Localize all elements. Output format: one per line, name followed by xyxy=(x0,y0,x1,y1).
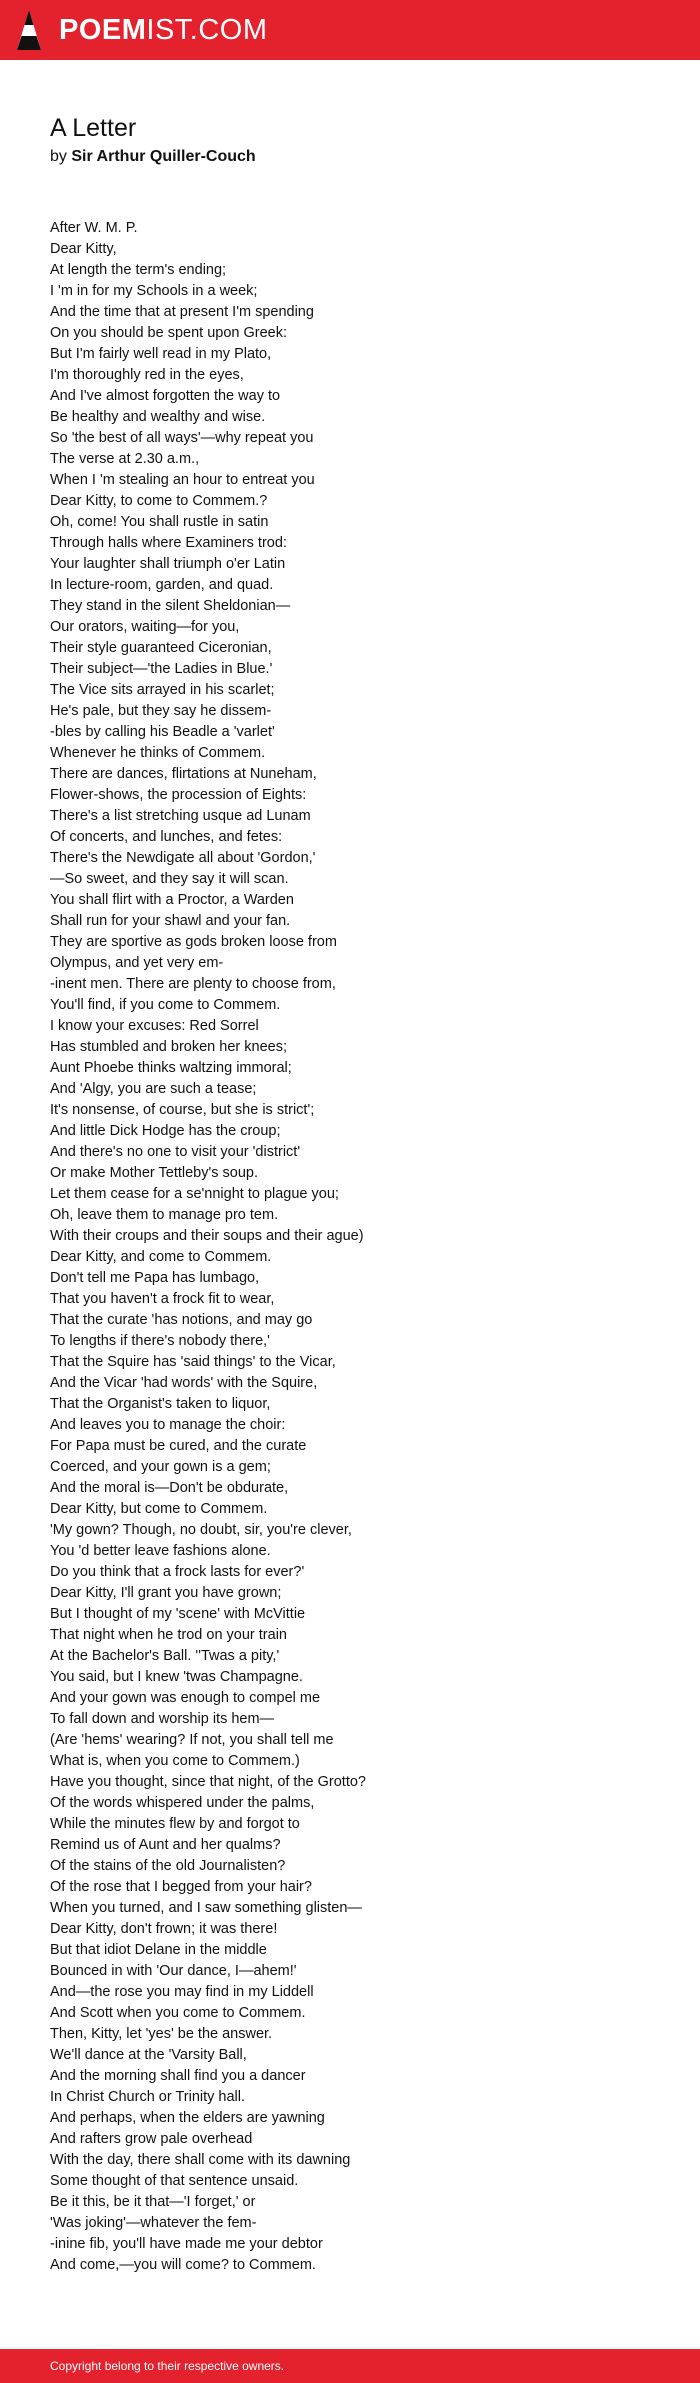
poem-line: And Scott when you come to Commem. xyxy=(50,2005,306,2021)
poem-line: That the Squire has 'said things' to the Vicar, xyxy=(50,1354,336,1370)
poem-line: Has stumbled and broken her knees; xyxy=(50,1039,287,1055)
poem-line: But I thought of my 'scene' with McVittie xyxy=(50,1606,306,1622)
poem-line: On you should be spent upon Greek: xyxy=(50,325,287,341)
poem-line: And the Vicar 'had words' with the Squire, xyxy=(50,1375,318,1391)
poem-line: Don't tell me Papa has lumbago, xyxy=(50,1270,260,1286)
poem-line: Then, Kitty, let 'yes' be the answer. xyxy=(50,2026,273,2042)
poem-line: Your laughter shall triumph o'er Latin xyxy=(50,556,286,572)
poem-line: Of the words whispered under the palms, xyxy=(50,1795,315,1811)
poem-line: Some thought of that sentence unsaid. xyxy=(50,2173,299,2189)
poem-line: That the Organist's taken to liquor, xyxy=(50,1396,271,1412)
poem-line: And rafters grow pale overhead xyxy=(50,2131,253,2147)
author-name[interactable]: Sir Arthur Quiller-Couch xyxy=(71,148,256,165)
poem-line: And the morning shall find you a dancer xyxy=(50,2068,306,2084)
byline xyxy=(50,146,256,168)
poem-line: Dear Kitty, don't frown; it was there! xyxy=(50,1921,278,1937)
poem-line: -inent men. There are plenty to choose from, xyxy=(50,976,336,992)
poem-line: I'm thoroughly red in the eyes, xyxy=(50,367,244,383)
poem-line: Dear Kitty, I'll grant you have grown; xyxy=(50,1585,282,1601)
poem-line: Be it this, be it that—'I forget,' or xyxy=(50,2194,256,2210)
site-logo[interactable] xyxy=(16,10,268,50)
poem-line: Their subject—'the Ladies in Blue.' xyxy=(50,661,273,677)
poem-line: You shall flirt with a Proctor, a Warden xyxy=(50,892,294,908)
poem-line: The Vice sits arrayed in his scarlet; xyxy=(50,682,275,698)
poem-line: That night when he trod on your train xyxy=(50,1627,287,1643)
poem-line: Flower-shows, the procession of Eights: xyxy=(50,787,307,803)
poem-line: Do you think that a frock lasts for ever?' xyxy=(50,1564,305,1580)
copyright-notice: Copyright belong to their respective owners. xyxy=(50,2359,285,2373)
poem-line: In Christ Church or Trinity hall. xyxy=(50,2089,246,2105)
poem-line: Shall run for your shawl and your fan. xyxy=(50,913,291,929)
poem-line: I 'm in for my Schools in a week; xyxy=(50,283,258,299)
poem-line: 'Was joking'—whatever the fem- xyxy=(50,2215,257,2231)
poem-line: After W. M. P. xyxy=(50,220,138,236)
poem-line: You 'd better leave fashions alone. xyxy=(50,1543,271,1559)
poem-line: There are dances, flirtations at Nuneham, xyxy=(50,766,317,782)
poem-line: -bles by calling his Beadle a 'varlet' xyxy=(50,724,275,740)
poem-line: -inine fib, you'll have made me your debtor xyxy=(50,2236,323,2252)
poem-line: Or make Mother Tettleby's soup. xyxy=(50,1165,259,1181)
poem-line: And the moral is—Don't be obdurate, xyxy=(50,1480,289,1496)
poem-line: And I've almost forgotten the way to xyxy=(50,388,281,404)
poem-line: And 'Algy, you are such a tease; xyxy=(50,1081,257,1097)
poem-line: That you haven't a frock fit to wear, xyxy=(50,1291,275,1307)
poem-line: Remind us of Aunt and her qualms? xyxy=(50,1837,281,1853)
poem-line: To fall down and worship its hem— xyxy=(50,1711,275,1727)
poem-line: Be healthy and wealthy and wise. xyxy=(50,409,266,425)
pencil-icon xyxy=(16,10,42,50)
site-footer xyxy=(0,2349,700,2383)
poem-line: Coerced, and your gown is a gem; xyxy=(50,1459,271,1475)
poem-line: I know your excuses: Red Sorrel xyxy=(50,1018,259,1034)
poem-line: But I'm fairly well read in my Plato, xyxy=(50,346,272,362)
poem-line: They are sportive as gods broken loose from xyxy=(50,934,337,950)
poem-line: Aunt Phoebe thinks waltzing immoral; xyxy=(50,1060,292,1076)
poem-body xyxy=(50,218,670,2276)
poem-line: And little Dick Hodge has the croup; xyxy=(50,1123,281,1139)
poem-line: Oh, come! You shall rustle in satin xyxy=(50,514,269,530)
poem-line: There's the Newdigate all about 'Gordon,' xyxy=(50,850,316,866)
poem-title: A Letter xyxy=(50,114,137,142)
poem-line: And—the rose you may find in my Liddell xyxy=(50,1984,314,2000)
poem-line: You said, but I knew 'twas Champagne. xyxy=(50,1669,303,1685)
poem-line: While the minutes flew by and forgot to xyxy=(50,1816,300,1832)
poem-line: And leaves you to manage the choir: xyxy=(50,1417,286,1433)
poem-line: And the time that at present I'm spending xyxy=(50,304,314,320)
poem-line: 'My gown? Though, no doubt, sir, you're clever, xyxy=(50,1522,352,1538)
poem-line: And perhaps, when the elders are yawning xyxy=(50,2110,325,2126)
poem-line: What is, when you come to Commem.) xyxy=(50,1753,300,1769)
poem-line: When I 'm stealing an hour to entreat you xyxy=(50,472,315,488)
poem-line: But that idiot Delane in the middle xyxy=(50,1942,267,1958)
poem-line: In lecture-room, garden, and quad. xyxy=(50,577,274,593)
poem-line: Our orators, waiting—for you, xyxy=(50,619,240,635)
by-label: by xyxy=(50,148,67,165)
poem-line: Dear Kitty, and come to Commem. xyxy=(50,1249,272,1265)
logo-text-rest: IST.COM xyxy=(146,14,268,46)
poem-line: When you turned, and I saw something glisten— xyxy=(50,1900,362,1916)
poem-line: Oh, leave them to manage pro tem. xyxy=(50,1207,279,1223)
poem-line: Whenever he thinks of Commem. xyxy=(50,745,266,761)
poem-line: Of the rose that I begged from your hair? xyxy=(50,1879,312,1895)
poem-line: He's pale, but they say he dissem- xyxy=(50,703,272,719)
poem-line: Let them cease for a se'nnight to plague you; xyxy=(50,1186,339,1202)
poem-line: Through halls where Examiners trod: xyxy=(50,535,287,551)
poem-line: Dear Kitty, xyxy=(50,241,117,257)
poem-line: So 'the best of all ways'—why repeat you xyxy=(50,430,314,446)
poem-line: At length the term's ending; xyxy=(50,262,227,278)
poem-line: Bounced in with 'Our dance, I—ahem!' xyxy=(50,1963,297,1979)
poem-line: We'll dance at the 'Varsity Ball, xyxy=(50,2047,247,2063)
poem-line: And come,—you will come? to Commem. xyxy=(50,2257,316,2273)
poem-line: Dear Kitty, but come to Commem. xyxy=(50,1501,268,1517)
poem-line: It's nonsense, of course, but she is strict'; xyxy=(50,1102,315,1118)
poem-line: Have you thought, since that night, of the Grotto? xyxy=(50,1774,366,1790)
poem-line: And your gown was enough to compel me xyxy=(50,1690,321,1706)
poem-line: Dear Kitty, to come to Commem.? xyxy=(50,493,268,509)
poem-line: Olympus, and yet very em- xyxy=(50,955,224,971)
poem-line: —So sweet, and they say it will scan. xyxy=(50,871,289,887)
poem-line: Of concerts, and lunches, and fetes: xyxy=(50,829,283,845)
poem-line: To lengths if there's nobody there,' xyxy=(50,1333,270,1349)
poem-line: That the curate 'has notions, and may go xyxy=(50,1312,313,1328)
site-header xyxy=(0,0,700,60)
poem-line: There's a list stretching usque ad Lunam xyxy=(50,808,311,824)
site-logo-text xyxy=(59,10,268,50)
poem-line: At the Bachelor's Ball. ''Twas a pity,' xyxy=(50,1648,280,1664)
poem-line: Of the stains of the old Journalisten? xyxy=(50,1858,286,1874)
poem-line: For Papa must be cured, and the curate xyxy=(50,1438,307,1454)
poem-line: (Are 'hems' wearing? If not, you shall tell me xyxy=(50,1732,334,1748)
poem-line: The verse at 2.30 a.m., xyxy=(50,451,200,467)
poem-line: With their croups and their soups and their ague) xyxy=(50,1228,364,1244)
poem-line: Their style guaranteed Ciceronian, xyxy=(50,640,272,656)
poem-line: With the day, there shall come with its dawning xyxy=(50,2152,351,2168)
poem-line: You'll find, if you come to Commem. xyxy=(50,997,281,1013)
logo-text-bold: POEM xyxy=(59,14,147,46)
poem-line: And there's no one to visit your 'district' xyxy=(50,1144,301,1160)
poem-line: They stand in the silent Sheldonian— xyxy=(50,598,291,614)
